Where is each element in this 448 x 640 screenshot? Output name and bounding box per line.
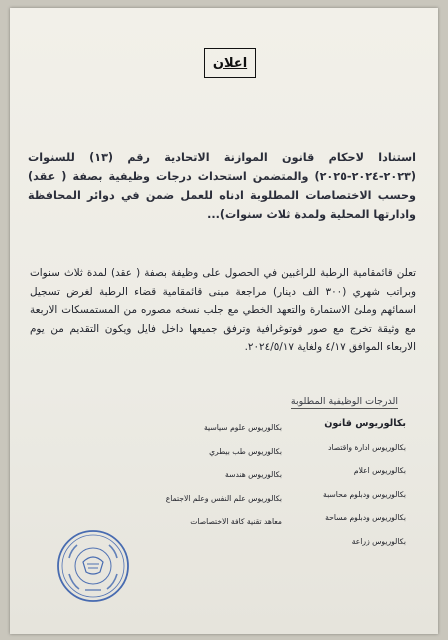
degree-item: بكالوريوس طب بيطري: [209, 446, 282, 456]
title-box: [204, 48, 256, 78]
degree-item: بكالوريوس علوم سياسية: [203, 423, 282, 432]
announcement-paragraph: تعلن قائمقامية الرطبة للراغبين في الحصول على وظيفة بصفة ( عقد) لمدة ثلاث سنوات وبراتب شهري (٣٠٠ الف دينار) مراجعة مبنى قائمقامية قضاء الرطبة لغرض تسجيل اسمائهم وملئ الاستمارة والتعهد الخطي مع جلب نسخه مصوره من المستمسكات الاربعة مع وثيقة تخرج مع صور فوتوغرافية وترفق جميعها داخل فايل ويكون التقديم من يوم الاربعاء الموافق ٤/١٧ ولغاية ٢٠٢٤/٥/١٧.: [30, 267, 416, 353]
page-title: اعلان: [212, 55, 248, 71]
degree-item: معاهد تقنية كافة الاختصاصات: [190, 517, 282, 526]
degrees-heading: الدرجات الوظيفية المطلوبة: [290, 396, 398, 407]
degree-item: بكالوريوس قانون: [324, 418, 406, 429]
degree-item: بكالوريوس زراعة: [351, 536, 406, 546]
intro-paragraph: استنادا لاحكام قانون الموازنة الاتحادية رقم (١٣) للسنوات (٢٠٢٣-٢٠٢٤-٢٠٢٥) والمتضمن استحداث درجات وظيفية بصفة ( عقد) وحسب الاختصاصات المطلوبة ادناه للعمل ضمن في دوائر المحافظة وادارتها المحلية ولمدة ثلاث سنوات)...: [28, 151, 416, 221]
degree-item: بكالوريوس هندسة: [225, 470, 282, 479]
degree-item: بكالوريوس علم النفس وعلم الاجتماع: [165, 493, 282, 503]
degree-item: بكالوريوس ادارة واقتصاد: [328, 442, 406, 452]
degree-item: بكالوريوس ودبلوم محاسبة: [323, 489, 406, 499]
degree-item: بكالوريوس ودبلوم مساحة: [325, 513, 406, 522]
official-seal-icon: [55, 528, 131, 604]
document-page: [10, 8, 438, 634]
degrees-list-right: [286, 418, 406, 559]
degrees-list-left: [142, 422, 282, 540]
degree-item: بكالوريوس اعلام: [353, 466, 406, 475]
